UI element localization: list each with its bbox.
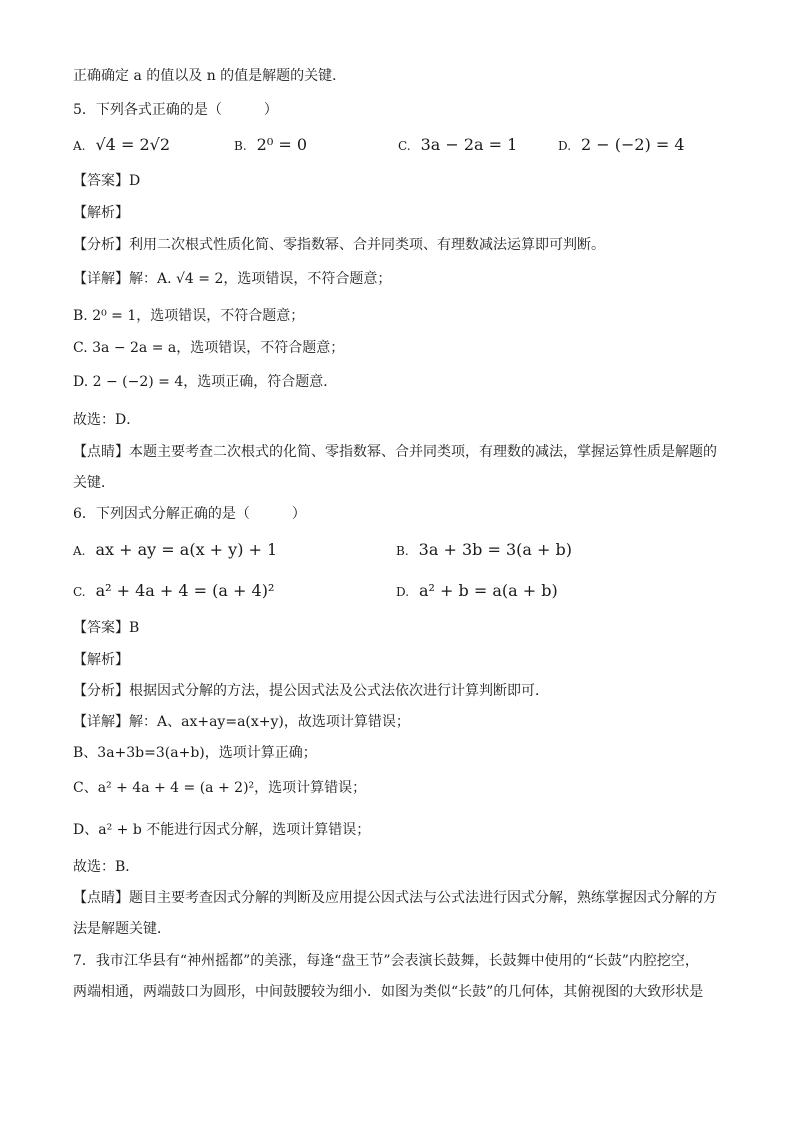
q6-comment-line1: 【点睛】题目主要考查因式分解的判断及应用提公因式法与公式法进行因式分解，熟练掌握因式分解的方	[73, 890, 717, 906]
q5-option-c	[398, 131, 517, 159]
q6-detail: 【详解】解：A、ax+ay=a(x+y)，故选项计算错误；	[73, 714, 410, 730]
question-7-stem-line2: 两端相通，两端鼓口为圆形，中间鼓腰较为细小．如图为类似“长鼓”的几何体，其俯视图的大致形状是	[73, 984, 704, 1000]
option-letter: D.	[558, 139, 572, 153]
question-6-options-row2	[73, 577, 734, 605]
option-letter: D.	[396, 585, 410, 599]
q5-answer: 【答案】D	[73, 173, 141, 189]
question-5-options	[73, 131, 734, 159]
text-line-intro: 正确确定 a 的值以及 n 的值是解题的关键．	[73, 68, 347, 84]
question-6-options-row1	[73, 536, 734, 564]
option-expression: 3a + 3b = 3(a + b)	[418, 540, 572, 559]
q5-detail: 【详解】解：A. √4 = 2，选项错误，不符合题意；	[73, 271, 392, 287]
q6-comment-line2: 法是解题关键．	[73, 921, 171, 937]
option-expression: √4 = 2√2	[95, 135, 170, 154]
q5-detail-c: C. 3a − 2a = a，选项错误，不符合题意；	[73, 340, 345, 356]
q5-option-d	[558, 131, 685, 159]
q6-detail-c: C、a² + 4a + 4 = (a + 2)²，选项计算错误；	[73, 780, 367, 796]
option-expression: 2 − (−2) = 4	[581, 135, 685, 154]
q6-option-c	[73, 577, 274, 605]
q6-detail-d: D、a² + b 不能进行因式分解，选项计算错误；	[73, 822, 371, 838]
q6-option-d	[396, 577, 558, 605]
q5-analysis: 【分析】利用二次根式性质化简、零指数幂、合并同类项、有理数减法运算即可判断。	[73, 237, 605, 253]
q6-option-b	[396, 536, 572, 564]
q6-analysis-heading: 【解析】	[73, 652, 129, 668]
question-5-stem: 5．下列各式正确的是（ ）	[73, 102, 278, 118]
q5-choice: 故选：D．	[73, 412, 141, 428]
question-6-stem: 6．下列因式分解正确的是（ ）	[73, 506, 306, 522]
q5-analysis-heading: 【解析】	[73, 205, 129, 221]
q5-detail-b: B. 2⁰ = 1，选项错误，不符合题意；	[73, 308, 305, 324]
option-letter: C.	[73, 585, 86, 599]
option-expression: a² + b = a(a + b)	[419, 581, 558, 600]
option-letter: A.	[73, 544, 86, 558]
option-expression: 2⁰ = 0	[256, 135, 307, 154]
q6-analysis: 【分析】根据因式分解的方法，提公因式法及公式法依次进行计算判断即可．	[73, 683, 549, 699]
q5-option-b	[234, 131, 307, 159]
option-letter: B.	[234, 139, 247, 153]
q5-comment-line2: 关键．	[73, 475, 115, 491]
option-expression: a² + 4a + 4 = (a + 4)²	[95, 581, 275, 600]
q6-choice: 故选：B．	[73, 859, 140, 875]
q6-answer: 【答案】B	[73, 620, 140, 636]
q6-detail-b: B、3a+3b=3(a+b)，选项计算正确；	[73, 745, 317, 761]
question-7-stem-line1: 7．我市江华县有“神州摇都”的美涨，每逢“盘王节”会表演长鼓舞，长鼓舞中使用的“长鼓”内腔挖空，	[73, 953, 699, 969]
q5-detail-d: D. 2 − (−2) = 4，选项正确，符合题意．	[73, 374, 338, 390]
option-letter: B.	[396, 544, 409, 558]
option-letter: A.	[73, 139, 86, 153]
q6-option-a	[73, 536, 277, 564]
option-expression: 3a − 2a = 1	[420, 135, 518, 154]
q5-comment-line1: 【点睛】本题主要考查二次根式的化简、零指数幂、合并同类项，有理数的减法，掌握运算性质是解题的	[73, 444, 717, 460]
option-letter: C.	[398, 139, 411, 153]
q5-option-a	[73, 131, 170, 159]
option-expression: ax + ay = a(x + y) + 1	[95, 540, 278, 559]
